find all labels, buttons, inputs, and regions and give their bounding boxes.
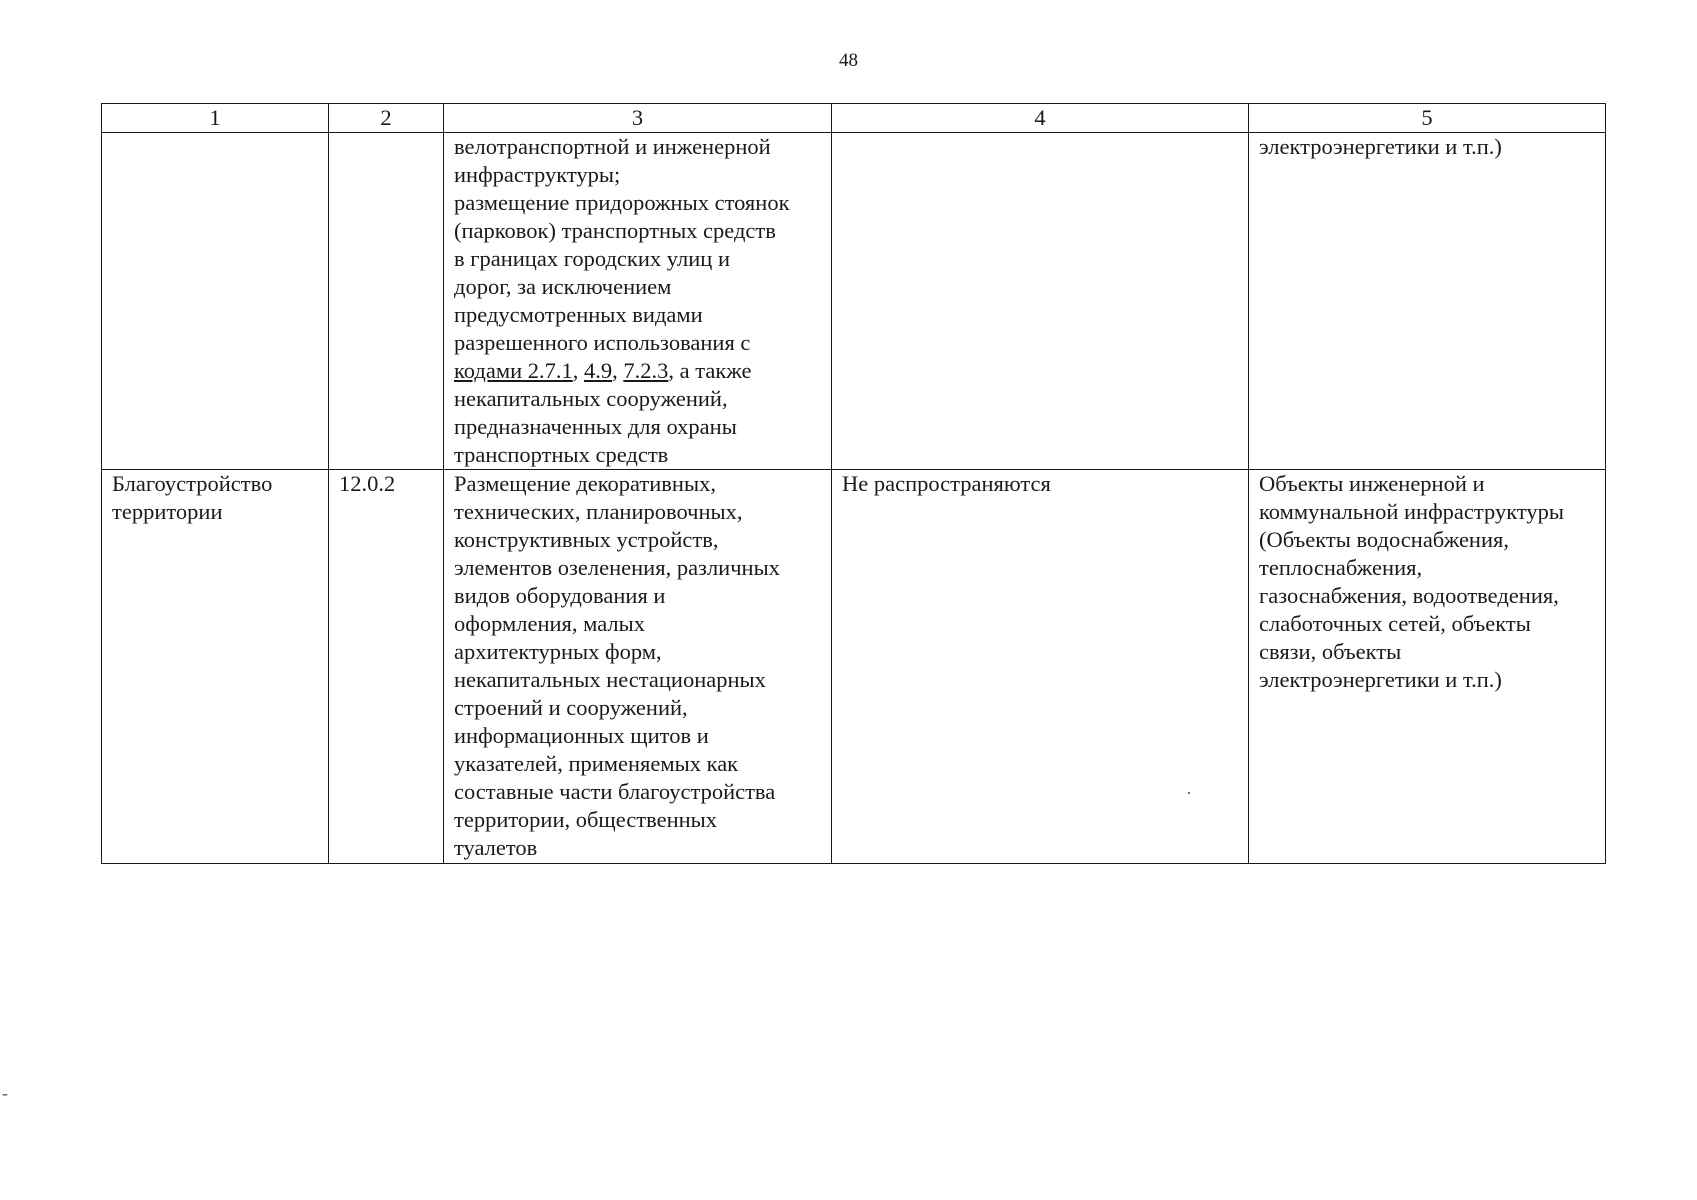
cell-use-name: [102, 470, 329, 864]
codes-separator: ,: [612, 358, 624, 383]
text-line: строений и сооружений,: [454, 695, 688, 720]
text-line: территории, общественных: [454, 807, 718, 832]
text-line: инфраструктуры;: [454, 162, 621, 187]
column-header-3: 3: [444, 104, 832, 133]
text-line: указателей, применяемых как: [454, 751, 739, 776]
text-line: Объекты инженерной и: [1259, 471, 1485, 496]
text-line: дорог, за исключением: [454, 274, 672, 299]
text-line: (парковок) транспортных средств: [454, 218, 776, 243]
cell-auxiliary-uses: [1249, 470, 1606, 864]
text-line: туалетов: [454, 835, 538, 860]
codes-line: [454, 357, 821, 385]
cell-code: [329, 133, 444, 470]
column-header-5: 5: [1249, 104, 1606, 133]
code-link-2-7-1[interactable]: кодами 2.7.1: [454, 358, 573, 383]
table-header-row: [102, 104, 1606, 133]
text-line: информационных щитов и: [454, 723, 709, 748]
code-link-7-2-3[interactable]: 7.2.3: [623, 358, 669, 383]
text-line: газоснабжения, водоотведения,: [1259, 583, 1559, 608]
column-header-1: 1: [102, 104, 329, 133]
text-line: электроэнергетики и т.п.): [1259, 134, 1502, 159]
text-line: технических, планировочных,: [454, 499, 743, 524]
text-line: связи, объекты: [1259, 639, 1402, 664]
text-line: предназначенных для охраны: [454, 414, 737, 439]
text-line: конструктивных устройств,: [454, 527, 719, 552]
text-line: элементов озеленения, различных: [454, 555, 780, 580]
cell-auxiliary-uses: [1249, 133, 1606, 470]
land-use-table: [101, 103, 1606, 864]
text-line: территории: [112, 499, 223, 524]
scan-dash-mark: -: [2, 1083, 8, 1103]
text-line: велотранспортной и инженерной: [454, 134, 771, 159]
text-line: видов оборудования и: [454, 583, 666, 608]
text-line: некапитальных нестационарных: [454, 667, 766, 692]
text-line: Благоустройство: [112, 471, 273, 496]
column-header-4: 4: [832, 104, 1249, 133]
cell-description: [444, 133, 832, 470]
text-line: некапитальных сооружений,: [454, 386, 728, 411]
cell-parameters: Не распространяются: [832, 470, 1249, 864]
text-line: составные части благоустройства: [454, 779, 776, 804]
cell-description: [444, 470, 832, 864]
text-line: размещение придорожных стоянок: [454, 190, 790, 215]
table-row: [102, 133, 1606, 470]
cell-use-name: [102, 133, 329, 470]
scan-dot-mark: ·: [1186, 783, 1192, 803]
text-line: теплоснабжения,: [1259, 555, 1423, 580]
text-line: коммунальной инфраструктуры: [1259, 499, 1564, 524]
text-line: оформления, малых: [454, 611, 645, 636]
text-line: Размещение декоративных,: [454, 471, 716, 496]
text-line: в границах городских улиц и: [454, 246, 730, 271]
text-line: транспортных средств: [454, 442, 669, 467]
cell-code: 12.0.2: [329, 470, 444, 864]
column-header-2: 2: [329, 104, 444, 133]
codes-suffix: , а также: [668, 358, 752, 383]
text-line: разрешенного использования с: [454, 330, 751, 355]
text-line: предусмотренных видами: [454, 302, 703, 327]
codes-separator: ,: [572, 358, 584, 383]
table-row: [102, 470, 1606, 864]
cell-parameters: [832, 133, 1249, 470]
page-number: 48: [839, 50, 858, 71]
text-line: архитектурных форм,: [454, 639, 662, 664]
text-line: слаботочных сетей, объекты: [1259, 611, 1531, 636]
code-link-4-9[interactable]: 4.9: [583, 358, 613, 383]
text-line: электроэнергетики и т.п.): [1259, 667, 1502, 692]
text-line: (Объекты водоснабжения,: [1259, 527, 1509, 552]
